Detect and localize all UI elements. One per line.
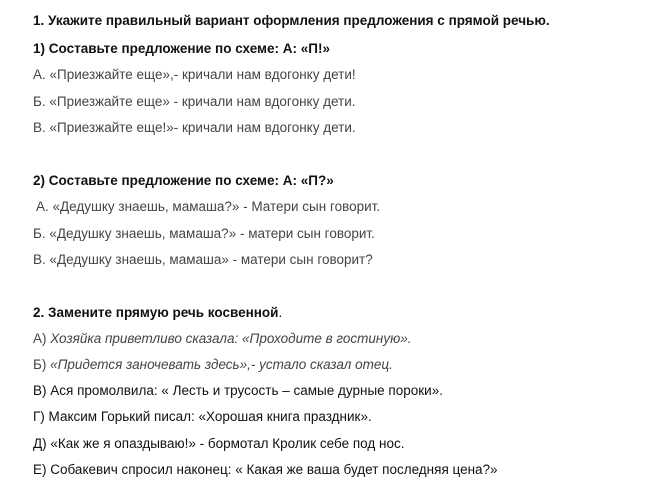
task2-heading-period: . [278,305,283,320]
task2-item-b-prefix: Б) [33,357,51,372]
q2-option-a: А. «Дедушку знаешь, мамаша?» - Матери сын говорит. [36,199,381,214]
task2-item-f: Е) Собакевич спросил наконец: « Какая же ваша будет последняя цена?» [33,462,498,477]
task2-item-a-prefix: А) [33,331,51,346]
task2-item-a-text: Хозяйка приветливо сказала: «Проходите в гостиную». [50,331,412,346]
task2-heading [33,305,282,321]
q1-option-c: В. «Приезжайте еще!»- кричали нам вдогонку дети. [33,120,356,135]
task2-heading-text: 2. Замените прямую речь косвенной [33,305,279,320]
q1-option-b: Б. «Приезжайте еще» - кричали нам вдогонку дети. [33,94,356,109]
task2-item-b-text: «Придется заночевать здесь»,- устало сказал отец. [50,357,393,372]
task2-item-a [33,331,412,347]
task2-item-c: В) Ася промолвила: « Лесть и трусость – самые дурные пороки». [33,383,443,398]
task1-heading: 1. Укажите правильный вариант оформления предложения с прямой речью. [33,13,550,28]
task2-item-b [33,357,393,373]
q2-option-b: Б. «Дедушку знаешь, мамаша?» - матери сын говорит. [33,226,375,241]
q2-option-c: В. «Дедушку знаешь, мамаша» - матери сын говорит? [33,252,373,267]
q1-title: 1) Составьте предложение по схеме: А: «П!» [33,41,330,56]
task2-item-d: Г) Максим Горький писал: «Хорошая книга праздник». [33,409,372,424]
task2-item-e: Д) «Как же я опаздываю!» - бормотал Кролик себе под нос. [33,436,405,451]
q2-title: 2) Составьте предложение по схеме: А: «П?» [33,173,334,188]
q1-option-a: А. «Приезжайте еще»,- кричали нам вдогонку дети! [33,67,356,82]
